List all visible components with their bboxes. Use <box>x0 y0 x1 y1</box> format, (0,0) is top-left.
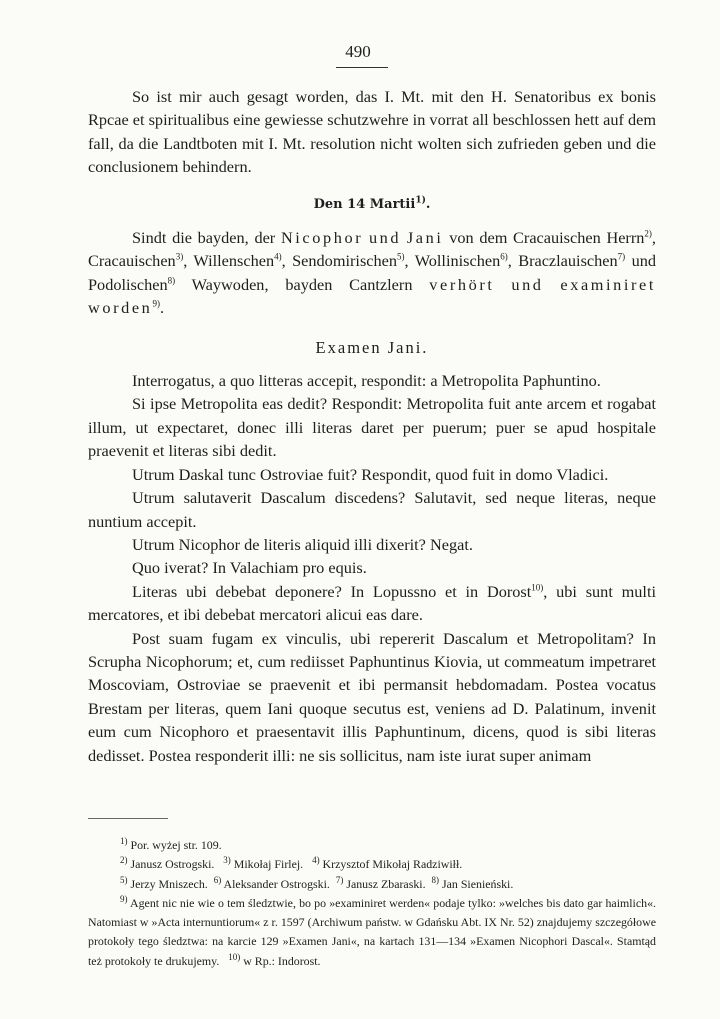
footnotes <box>88 836 656 971</box>
footnote-mark: 2) <box>120 855 128 866</box>
text-run: , Sendomirischen <box>281 251 398 271</box>
footnote-ref: 7) <box>617 252 626 263</box>
footnote-text: Mikołaj Firlej. <box>233 857 304 872</box>
footnote-text: Janusz Zbaraski. <box>346 876 426 891</box>
footnote-ref: 3) <box>175 252 184 263</box>
footnote-text: w Rp.: Indorost. <box>243 953 321 968</box>
footnote-text: Jerzy Mniszech. <box>130 876 208 891</box>
footnote-mark: 5) <box>120 874 128 885</box>
exam-paragraph: Utrum salutaverit Dascalum discedens? Salutavit, sed neque literas, neque nuntium accepit. <box>88 488 656 531</box>
exam-paragraph: Interrogatus, a quo litteras accepit, respondit: a Metropolita Paphuntino. <box>132 371 601 391</box>
text-run: Literas ubi debebat deponere? In Lopussno et in Dorost <box>132 581 532 601</box>
footnote-text: Krzysztof Mikołaj Radziwiłł. <box>322 857 463 872</box>
main-text <box>88 85 656 767</box>
footnote-text: Jan Sieniеński. <box>442 876 514 891</box>
page-number: 490 <box>345 42 371 61</box>
footnote-text: Janusz Ostrogski. <box>130 857 215 872</box>
date-heading: Den 14 Martii$^{1)}$. <box>313 195 431 212</box>
footnote-ref: 9) <box>152 298 160 309</box>
exam-paragraph: Si ipse Metropolita eas dedit? Respondit: Metropolita fuit ante arcem et rogabat illum, ut expectaret, donec illi literas daret per puerum; puer se apud hospitale praevenit et literas sibi dedit. <box>88 394 656 461</box>
spaced-word: examiniret <box>560 274 657 294</box>
footnote-ref: 6) <box>500 252 508 263</box>
intro-paragraph: So ist mir auch gesagt worden, das I. Mt. mit den H. Senatoribus ex bonis Rpcae et spiritualibus eine gewiesse schutzwehre in vorrat all beschlossen hett auf dem fall, da die Landtboten mit I. Mt. resolution nicht wolten sich zufrieden geben und die conclusionem behindern. <box>88 87 656 177</box>
spaced-word: und <box>511 274 544 294</box>
footnote-ref: 1) <box>415 195 426 206</box>
footnote-mark: 10) <box>228 951 241 962</box>
footnote-mark: 3) <box>223 855 231 866</box>
text-run: Waywoden, bayden Cantzlern <box>175 274 430 294</box>
footnote-text: Aleksander Ostrogski. <box>223 876 330 891</box>
footnote-mark: 8) <box>431 874 440 885</box>
name-jani: Jani <box>406 228 444 248</box>
footnote-line <box>88 894 656 971</box>
footnote-mark: 4) <box>312 855 320 866</box>
footnote-mark: 9) <box>120 893 128 904</box>
exam-heading: Examen Jani. <box>315 337 429 357</box>
spaced-word: verhört <box>429 274 495 294</box>
exam-paragraph: Quo iverat? In Valachiam pro equis. <box>132 558 367 578</box>
footnote-text: Agent nic nie wie o tem śledztwie, bo po »examiniret werden« podaje tylko: »welches bis dato gar haimlich«. Natomiast w »Acta internuntiorum« z r. 1597 (Archiwum państw. w Gdańsku Abt. IX Nr. 52) znajdujemy szczegółowe protokoły tego śledztwa: na karcie 129 »Examen Jani«, na kartach 131—134 »Examen Nicophori Dascal«. Stamtąd też protokoły te drukujemy. <box>88 895 656 968</box>
footnote-mark: 1) <box>120 836 128 847</box>
footnote-ref: 5) <box>397 252 405 263</box>
text-run: , Cracauischen <box>88 228 656 271</box>
hearing-paragraph <box>88 226 656 320</box>
footnote-mark: 6) <box>213 874 222 885</box>
footnote-line <box>88 855 656 874</box>
footnote-ref: 2) <box>644 228 652 239</box>
text-run: Sindt die bayden, der <box>132 228 281 248</box>
footnote-ref: 4) <box>274 252 282 263</box>
text-run: , Willenschen <box>183 251 275 271</box>
spaced-word: worden <box>88 298 153 318</box>
footnote-divider <box>88 818 168 819</box>
text-run: , Braczlauischen <box>507 251 618 271</box>
text-run: , ubi sunt multi mercatores, et ibi debebat mercatori alicui eas dare. <box>88 581 656 625</box>
footnote-mark: 7) <box>335 874 344 885</box>
name-nicophor: Nicophor <box>280 228 364 248</box>
exam-paragraph: Utrum Daskal tunc Ostroviae fuit? Respondit, quod fuit in domo Vladici. <box>132 464 609 484</box>
footnote-text: Por. wyżej str. 109. <box>130 838 222 852</box>
page-number-underline <box>336 67 388 68</box>
exam-paragraph: Utrum Nicophor de literis aliquid illi dixerit? Negat. <box>132 534 473 554</box>
date-heading-text: Den 14 Martii <box>313 196 416 212</box>
footnote-line <box>88 875 656 894</box>
footnote-ref: 10) <box>531 582 544 593</box>
text-run: von dem Cracauischen Herrn <box>443 228 645 248</box>
text-run: . <box>159 298 165 318</box>
text-run: , Wollinischen <box>404 251 501 271</box>
text-run: und <box>368 228 402 248</box>
footnote-ref: 8) <box>167 275 176 286</box>
text-run: und Podolischen <box>88 251 656 294</box>
exam-paragraph: Post suam fugam ex vinculis, ubi repererit Dascalum et Metropolitam? In Scrupha Nicophorum; et, cum rediisset Paphuntinus Kiovia, ut commeatum impetraret Moscoviam, Ostroviae se praevenit et ibi permansit hebdomadam. Postea vocatus Brestam per literas, quem Iani quoque secutus est, veniens ad D. Palatinum, invenit eum cum Nicophoro et praesentavit illis Paphuntinum, dicens, quod is sibi literas dedisset. Postea responderit illi: ne sis sollicitus, nam iste iurat super animam <box>88 628 656 765</box>
footnote-line <box>88 836 656 855</box>
exam-paragraph <box>88 580 656 627</box>
